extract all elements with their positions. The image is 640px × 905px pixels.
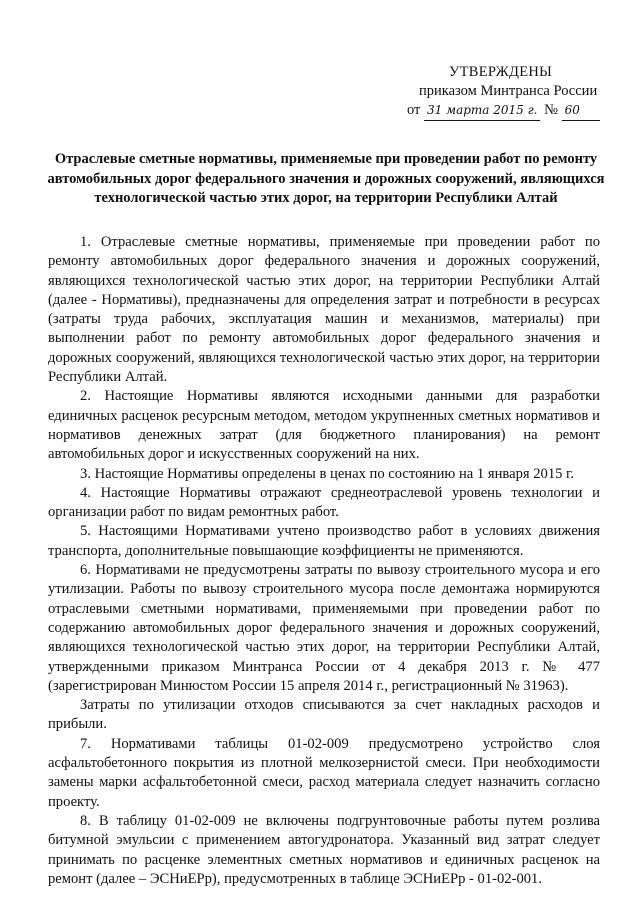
- paragraph-1: 1. Отраслевые сметные нормативы, применяемые при проведении работ по ремонту автомобильных дорог федерального значения и дорожных сооружений, являющихся технологической частью этих дорог, на территории Республики Алтай (далее - Нормативы), предназначены для определения затрат и потребности в ресурсах (затраты труда рабочих, эксплуатация машин и механизмов, материалы) при выполнении работ по ремонту автомобильных дорог федерального значения и дорожных сооружений, являющихся технологической частью этих дорог, на территории Республики Алтай.: [48, 234, 600, 386]
- paragraph-6: 6. Нормативами не предусмотрены затраты по вывозу строительного мусора и его утилизации. Работы по вывозу строительного мусора после демонтажа нормируются отраслевыми сметными нормативами, применяемыми при проведении работ по содержанию автомобильных дорог федерального значения и дорожных сооружений, являющихся технологической частью этих дорог, на территории Республики Алтай, утвержденными приказом Минтранса России от 4 декабря 2013 г. № 477 (зарегистрирован Минюстом России 15 апреля 2014 г., регистрационный № 31963).: [48, 562, 600, 694]
- approval-title: УТВЕРЖДЕНЫ: [449, 64, 553, 80]
- paragraph-7: 7. Нормативами таблицы 01-02-009 предусмотрено устройство слоя асфальтобетонного покрытия из плотной мелкозернистой смеси. При необходимости замены марки асфальтобетонной смеси, расход материала следует назначить согласно проекту.: [48, 735, 600, 810]
- date-prefix: от: [407, 102, 421, 118]
- approval-date-line: [407, 101, 607, 121]
- number-prefix: №: [544, 102, 558, 118]
- document-body: [48, 233, 600, 889]
- approval-order: приказом Минтранса России: [419, 83, 598, 99]
- paragraph-6-note: Затраты по утилизации отходов списываются за счет накладных расходов и прибыли.: [48, 697, 600, 733]
- paragraph-5: 5. Настоящими Нормативами учтено производство работ в условиях движения транспорта, дополнительные повышающие коэффициенты не применяются.: [48, 523, 600, 559]
- paragraph-2: 2. Настоящие Нормативы являются исходными данными для разработки единичных расценок ресурсным методом, методом укрупненных сметных нормативов и нормативов денежных затрат (для бюджетного планирования) на ремонт автомобильных дорог и искусственных сооружений на них.: [48, 388, 600, 463]
- paragraph-8: 8. В таблицу 01-02-009 не включены подгрунтовочные работы путем розлива битумной эмульсии с применением автогудронатора. Указанный вид затрат следует принимать по расценке элементных сметных нормативов и единичных расценок на ремонт (далее – ЭСНиЕРр), предусмотренных в таблице ЭСНиЕРр - 01-02-001.: [48, 812, 600, 887]
- handwritten-number: 60: [562, 101, 600, 121]
- handwritten-date: 31 марта 2015 г.: [424, 101, 540, 121]
- document-title: Отраслевые сметные нормативы, применяемые при проведении работ по ремонту автомобильных дорог федерального значения и дорожных сооружений, являющихся технологической частью этих дорог, на территории Республики Алтай: [47, 151, 605, 206]
- paragraph-4: 4. Настоящие Нормативы отражают среднеотраслевой уровень технологии и организации работ по видам ремонтных работ.: [48, 484, 600, 521]
- paragraph-3: 3. Настоящие Нормативы определены в ценах по состоянию на 1 января 2015 г.: [80, 465, 575, 482]
- approval-block: [407, 63, 607, 121]
